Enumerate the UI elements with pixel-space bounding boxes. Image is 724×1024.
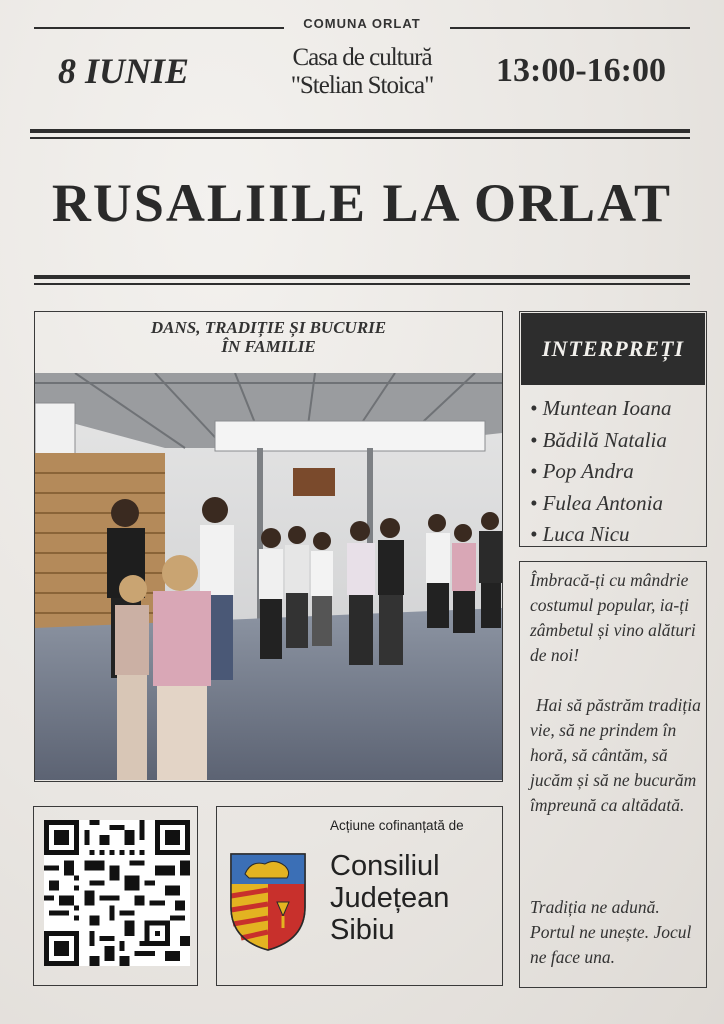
performer-item: • Pop Andra	[530, 456, 672, 488]
sponsor-name	[330, 850, 449, 946]
venue-line-1: Casa de cultură	[292, 44, 432, 71]
event-date: 8 IUNIE	[58, 51, 190, 91]
title-rule-bottom-2	[34, 283, 690, 285]
photo-subtitle-line-2: ÎN FAMILIE	[221, 337, 316, 356]
dance-photo	[35, 373, 502, 780]
page-title: RUSALIILE LA ORLAT	[51, 173, 673, 233]
invitation-paragraph-2: Hai să păstrăm tradiția vie, să ne prindem în horă, să cântăm, să jucăm și să ne bucurăm împreună ca altădată.	[530, 695, 701, 815]
venue	[262, 44, 462, 100]
photo-subtitle	[34, 318, 503, 356]
sponsor-name-line-2: Județean	[330, 882, 450, 914]
invitation-paragraph-1: Îmbracă-ți cu mândrie costumul popular, ia-ți zâmbetul și vino alături de noi!	[530, 570, 696, 665]
sponsor-name-line-1: Consiliul	[330, 850, 440, 882]
invitation-paragraph-3: Tradiția ne adună. Portul ne unește. Jocul ne face una.	[530, 897, 692, 967]
performers-list	[530, 393, 672, 551]
dance-photo-illustration	[35, 373, 502, 780]
qr-code[interactable]	[44, 819, 190, 967]
title-rule-top-1	[30, 129, 690, 133]
performer-item: • Fulea Antonia	[530, 488, 672, 520]
title-rule-bottom-1	[34, 275, 690, 279]
event-time: 13:00-16:00	[496, 52, 666, 89]
performer-item: • Luca Nicu	[530, 519, 672, 551]
photo-subtitle-line-1: DANS, TRADIȚIE ȘI BUCURIE	[150, 318, 387, 337]
performer-item: • Bădilă Natalia	[530, 425, 672, 457]
venue-line-2: "Stelian Stoica"	[290, 72, 434, 99]
cofinanced-label: Acțiune cofinanțată de	[330, 818, 464, 833]
sponsor-name-line-3: Sibiu	[330, 914, 395, 946]
performers-heading: INTERPREȚI	[521, 313, 705, 385]
title-rule-top-2	[30, 137, 690, 139]
sibiu-crest-icon	[229, 852, 307, 952]
commune-label: COMUNA ORLAT	[303, 16, 421, 31]
performer-item: • Muntean Ioana	[530, 393, 672, 425]
